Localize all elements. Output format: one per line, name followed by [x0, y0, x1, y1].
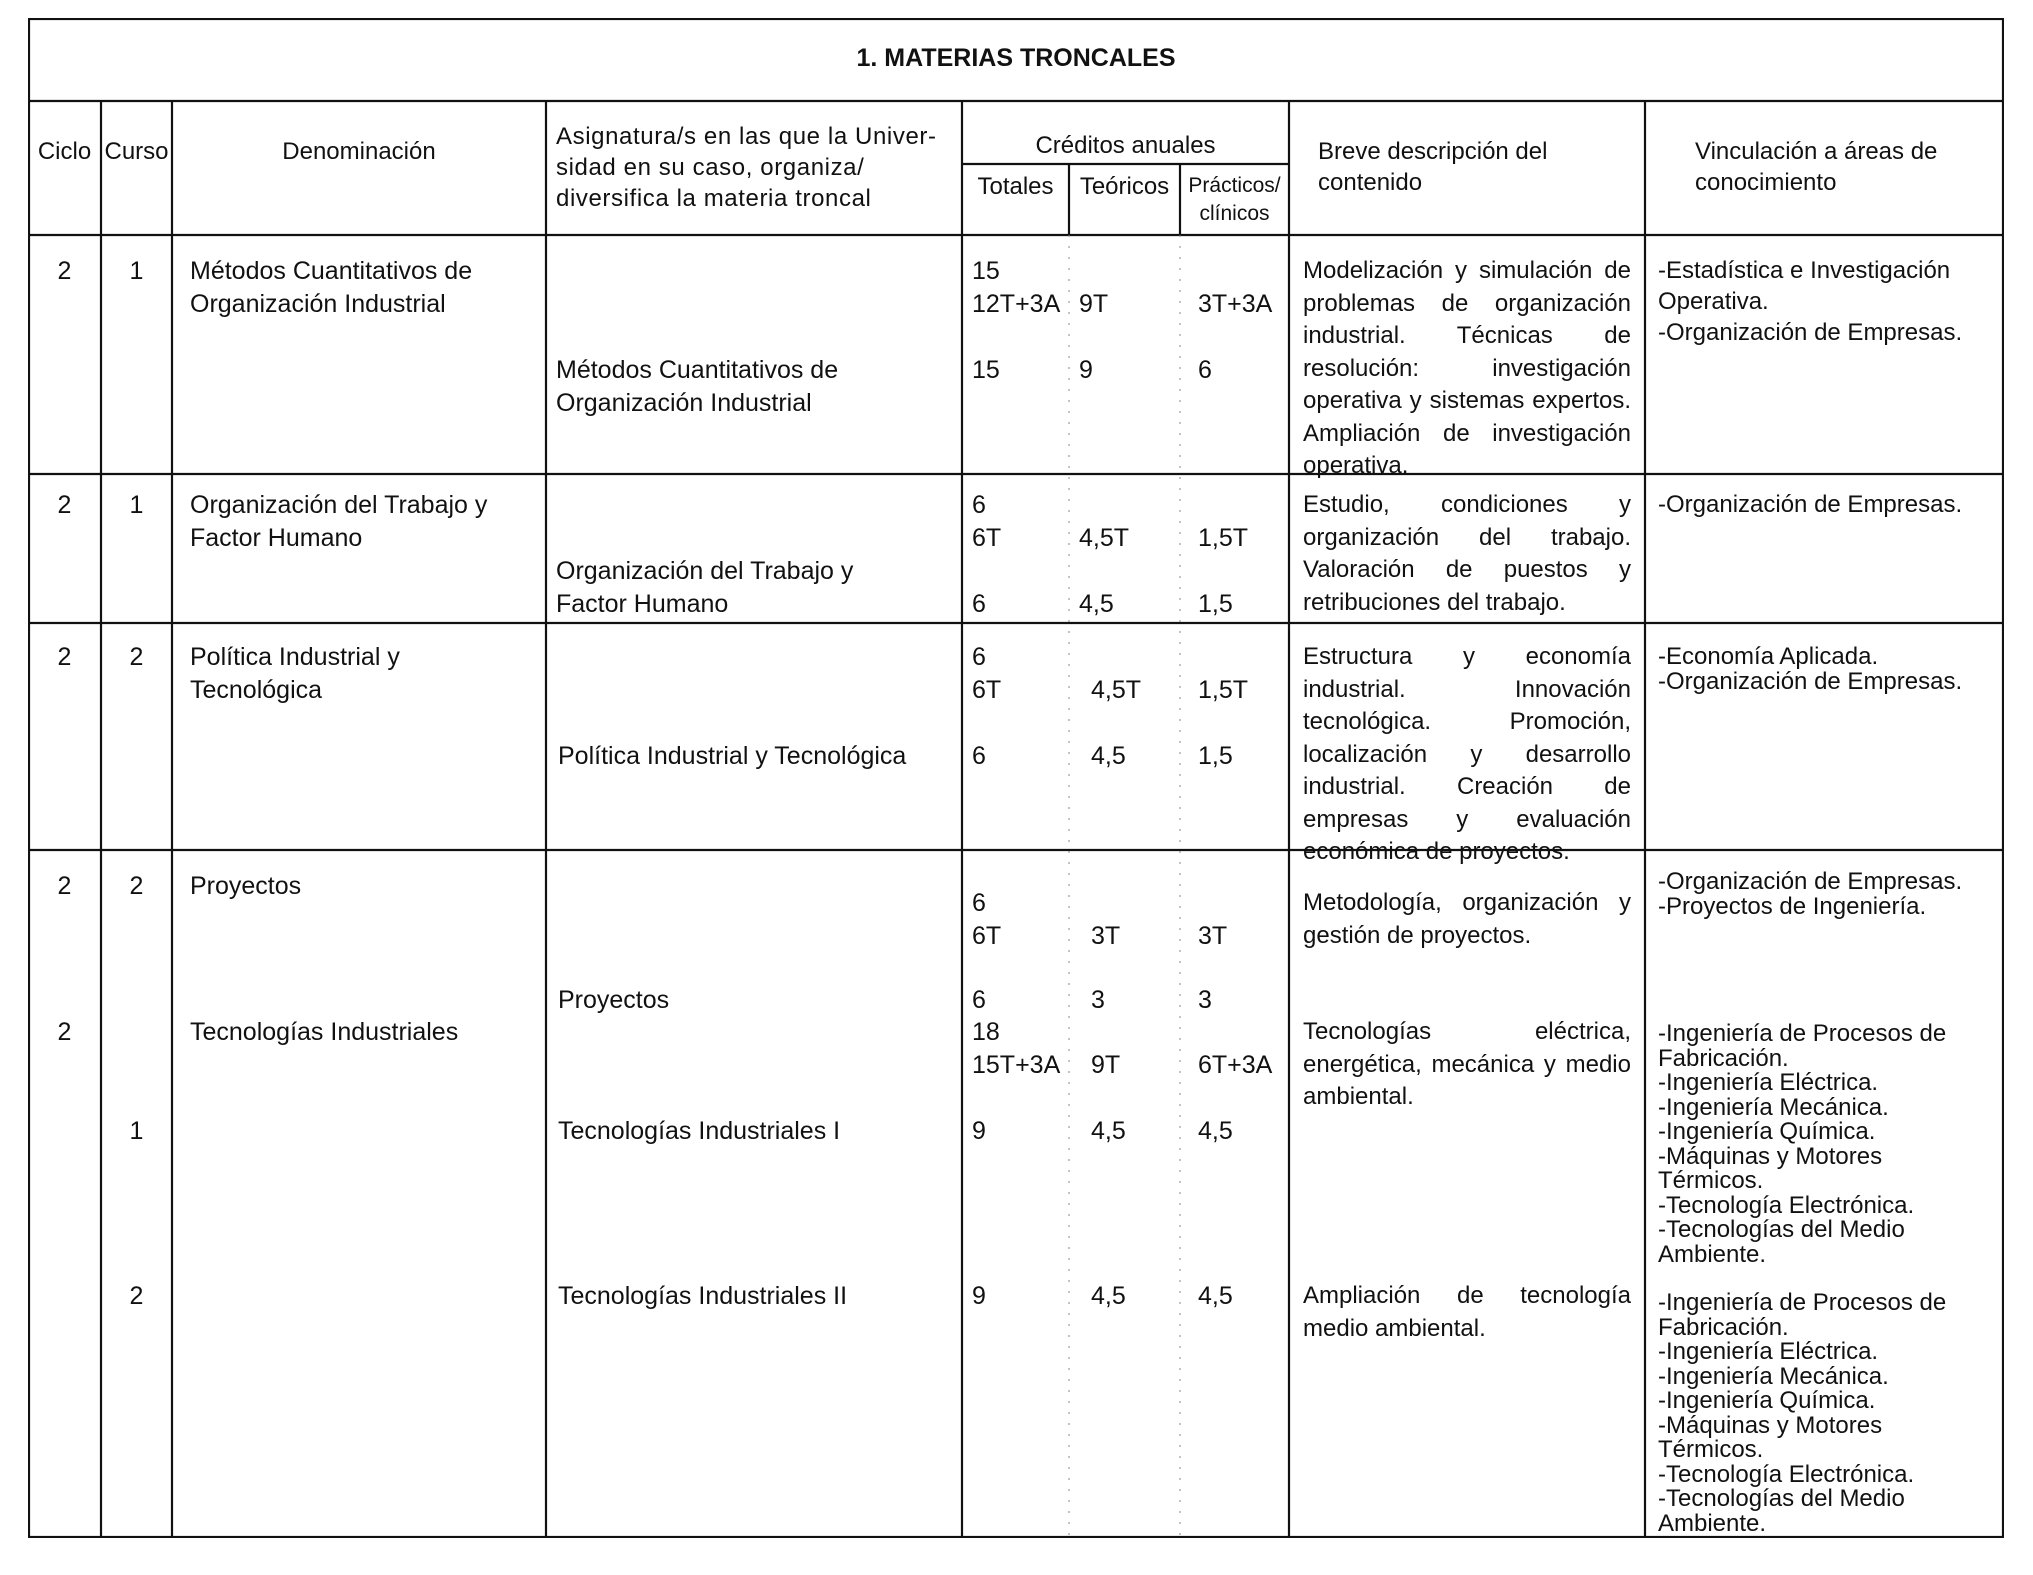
cell-asignatura: Tecnologías Industriales I: [558, 1117, 841, 1145]
cell-asignatura: Organización del Trabajo y Factor Humano: [556, 557, 854, 618]
header-vinculacion: Vinculación a áreas de conocimiento: [1695, 138, 1938, 196]
cell-asignatura-teoricos: 4,5: [1091, 742, 1126, 770]
cell-totales: 18 15T+3A: [972, 1018, 1061, 1079]
cell-asignatura-practicos: 1,5: [1198, 742, 1233, 770]
cell-curso: 1: [129, 1117, 144, 1145]
cell-asignatura-practicos: 4,5: [1198, 1282, 1233, 1310]
cell-vinculacion: -Organización de Empresas. -Proyectos de Ingeniería.: [1658, 868, 1963, 920]
cell-denominacion: Política Industrial y Tecnológica: [190, 643, 400, 704]
header-denominacion: Denominación: [282, 138, 436, 165]
cell-asignatura-practicos: 4,5: [1198, 1117, 1233, 1145]
cell-curso: 2: [129, 643, 144, 671]
cell-asignatura: Proyectos: [558, 986, 670, 1014]
cell-ciclo: 2: [57, 491, 72, 519]
cell-vinculacion: -Ingeniería de Procesos de Fabricación. -Ingeniería Eléctrica. -Ingeniería Mecánica. -Ingeniería Química. -Máquinas y Motores Térmicos. -Tecnología Electrónica. -Tecnologías del Medio Ambiente.: [1658, 1289, 1947, 1537]
cell-asignatura-teoricos: 4,5: [1079, 590, 1114, 618]
cell-practicos: 1,5T: [1198, 524, 1249, 552]
cell-descripcion: Estudio, condiciones y organización del trabajo. Valoración de puestos y retribuciones del trabajo.: [1303, 491, 1631, 616]
cell-ciclo: 2: [57, 257, 72, 285]
cell-totales: 15 12T+3A: [972, 257, 1061, 318]
cell-descripcion: Metodología, organización y gestión de proyectos.: [1303, 889, 1631, 949]
cell-curso: 1: [129, 257, 144, 285]
cell-asignatura-totales: 6: [972, 590, 986, 618]
cell-asignatura-totales: 9: [972, 1117, 986, 1145]
cell-asignatura: Tecnologías Industriales II: [558, 1282, 848, 1310]
cell-asignatura-totales: 6: [972, 986, 986, 1014]
cell-asignatura-totales: 9: [972, 1282, 986, 1310]
header-ciclo: Ciclo: [37, 138, 92, 165]
cell-teoricos: 9T: [1079, 290, 1109, 318]
cell-asignatura-totales: 6: [972, 742, 986, 770]
cell-asignatura-teoricos: 3: [1091, 986, 1105, 1014]
cell-asignatura-teoricos: 4,5: [1091, 1282, 1126, 1310]
cell-denominacion: Organización del Trabajo y Factor Humano: [190, 491, 488, 552]
header-asignatura: Asignatura/s en las que la Univer- sidad en su caso, organiza/ diversifica la materia troncal: [556, 123, 937, 212]
cell-asignatura-teoricos: 4,5: [1091, 1117, 1126, 1145]
cell-asignatura-practicos: 1,5: [1198, 590, 1233, 618]
cell-ciclo: 2: [57, 872, 72, 900]
cell-descripcion: Tecnologías eléctrica, energética, mecánica y medio ambiental.: [1303, 1018, 1631, 1110]
cell-totales: 6 6T: [972, 643, 1002, 704]
cell-descripcion: Modelización y simulación de problemas de organización industrial. Técnicas de resolución: investigación operativa y sistemas expertos. Ampliación de investigación operativa.: [1303, 257, 1631, 479]
cell-teoricos: 4,5T: [1079, 524, 1130, 552]
header-creditos-anuales: Créditos anuales: [1035, 132, 1216, 159]
header-totales: Totales: [977, 173, 1054, 200]
cell-vinculacion: -Estadística e Investigación Operativa. -Organización de Empresas.: [1658, 257, 1963, 346]
cell-asignatura-teoricos: 9: [1079, 356, 1093, 384]
cell-denominacion: Proyectos: [190, 872, 302, 900]
cell-asignatura: Métodos Cuantitativos de Organización Industrial: [556, 356, 839, 417]
cell-practicos: 1,5T: [1198, 676, 1249, 704]
cell-teoricos: 4,5T: [1091, 676, 1142, 704]
cell-practicos: 3T: [1198, 922, 1228, 950]
cell-asignatura-practicos: 3: [1198, 986, 1212, 1014]
cell-totales: 6 6T: [972, 889, 1002, 950]
table-title: 1. MATERIAS TRONCALES: [856, 44, 1176, 72]
cell-practicos: 6T+3A: [1198, 1051, 1273, 1079]
cell-ciclo: 2: [57, 1018, 72, 1046]
cell-descripcion: Estructura y economía industrial. Innovación tecnológica. Promoción, localización y desarrollo industrial. Creación de empresas y evaluación económica de proyectos.: [1303, 643, 1631, 865]
cell-curso: 2: [129, 872, 144, 900]
header-descripcion: Breve descripción del contenido: [1318, 138, 1548, 196]
cell-vinculacion: -Ingeniería de Procesos de Fabricación. -Ingeniería Eléctrica. -Ingeniería Mecánica. -Ingeniería Química. -Máquinas y Motores Térmicos. -Tecnología Electrónica. -Tecnologías del Medio Ambiente.: [1658, 1020, 1947, 1268]
cell-teoricos: 9T: [1091, 1051, 1121, 1079]
cell-ciclo: 2: [57, 643, 72, 671]
cell-vinculacion: -Economía Aplicada. -Organización de Empresas.: [1658, 643, 1963, 695]
cell-denominacion: Métodos Cuantitativos de Organización Industrial: [190, 257, 473, 318]
cell-curso: 1: [129, 491, 144, 519]
cell-vinculacion: -Organización de Empresas.: [1658, 491, 1963, 518]
cell-curso: 2: [129, 1282, 144, 1310]
cell-descripcion: Ampliación de tecnología medio ambiental.: [1303, 1282, 1631, 1342]
cell-denominacion: Tecnologías Industriales: [190, 1018, 459, 1046]
cell-asignatura-practicos: 6: [1198, 356, 1212, 384]
cell-asignatura: Política Industrial y Tecnológica: [558, 742, 907, 770]
header-teoricos: Teóricos: [1079, 173, 1170, 200]
cell-asignatura-totales: 15: [972, 356, 1000, 384]
cell-totales: 6 6T: [972, 491, 1002, 552]
header-practicos-clinicos: Prácticos/ clínicos: [1188, 174, 1281, 225]
cell-teoricos: 3T: [1091, 922, 1121, 950]
materias-troncales-table: [28, 18, 2004, 1538]
header-curso: Curso: [104, 138, 169, 165]
cell-practicos: 3T+3A: [1198, 290, 1273, 318]
